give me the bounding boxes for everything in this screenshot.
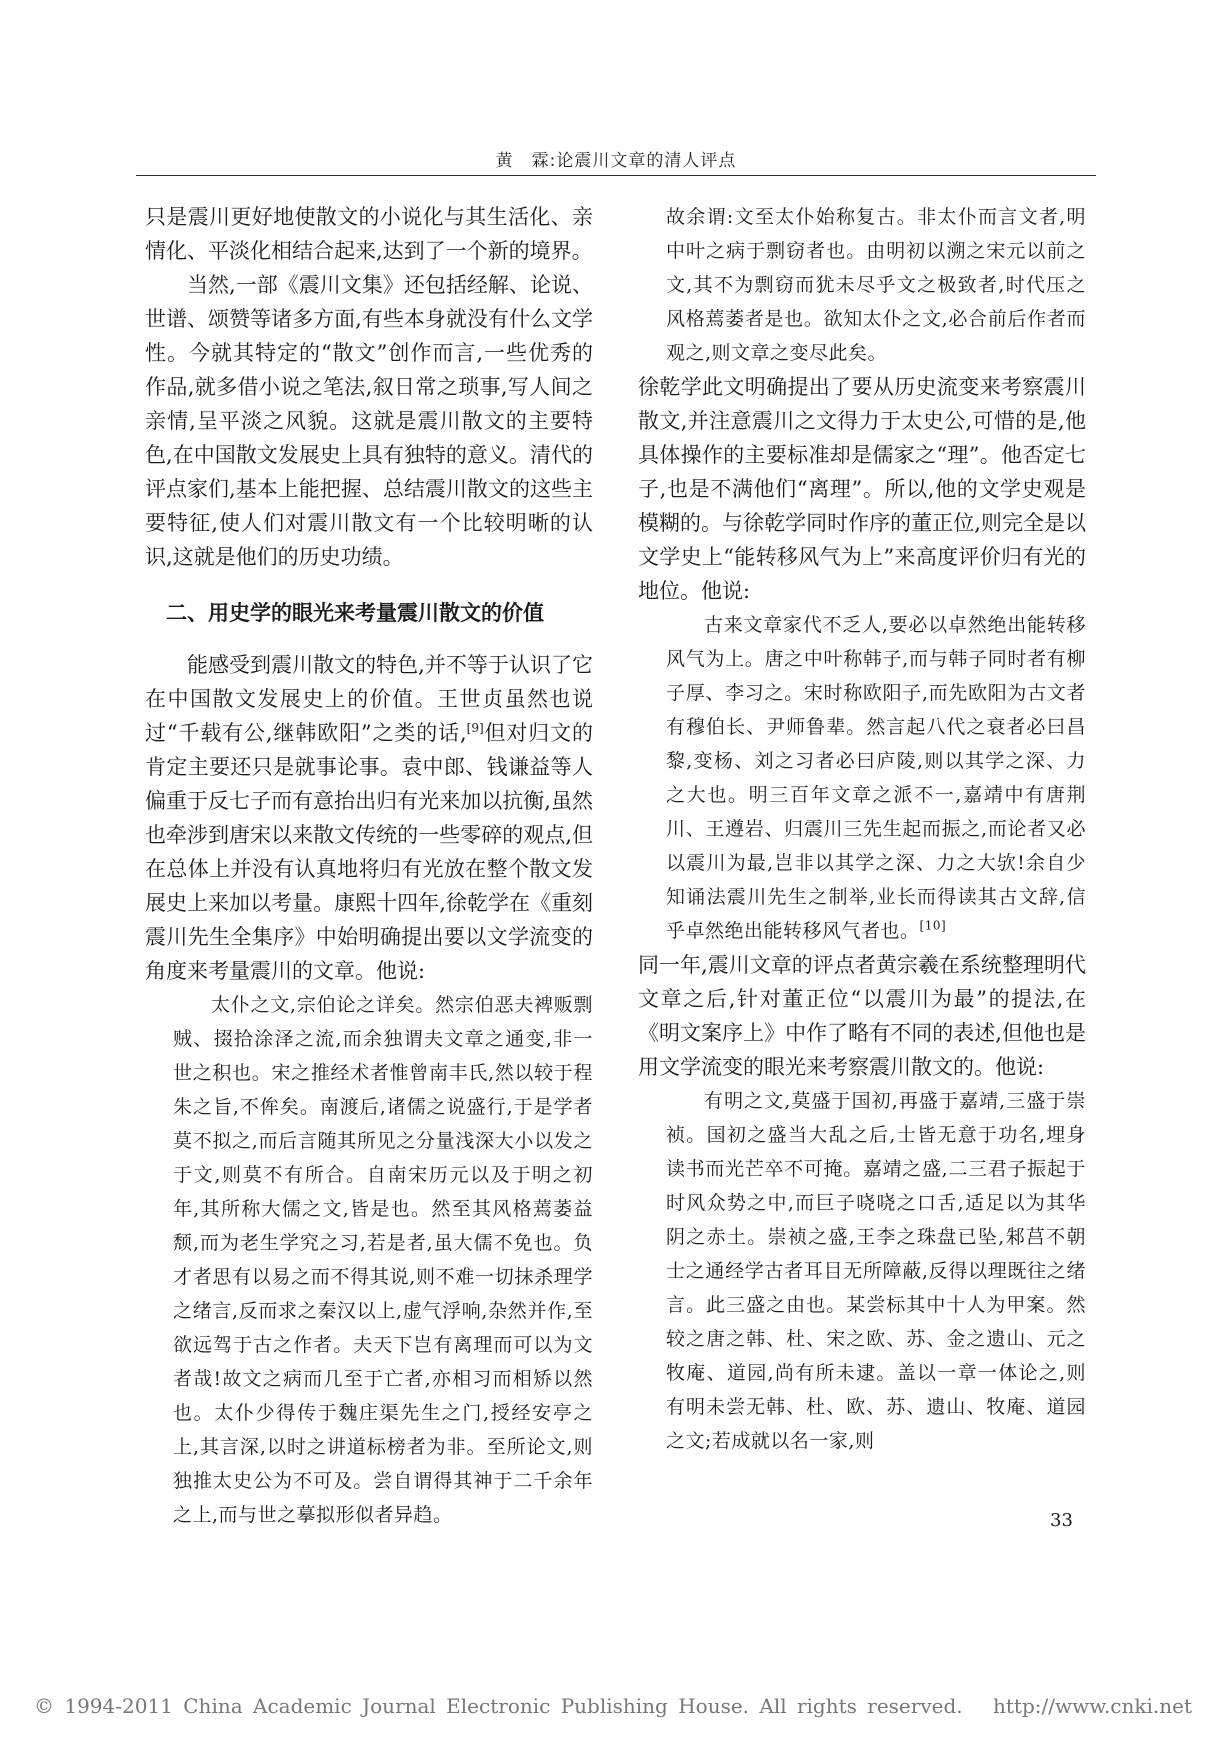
quote-text: 古来文章家代不乏人,要必以卓然绝出能转移风气为上。唐之中叶称韩子,而与韩子同时者有柳子厚、李习之。宋时称欧阳子,而先欧阳为古文者有穆伯长、尹师鲁辈。然言起八代之衰者必曰昌黎,变杨、刘之习者必曰庐陵,则以其学之深、力之大也。明三百年文章之派不一,嘉靖中有唐荆川、王遵岩、归震川三先生起而振之,而论者又必以震川为最,岂非以其学之深、力之大欤!余自少知诵法震川先生之制举,业长而得读其古文辞,信乎卓然绝出能转移风气者也。 <box>666 614 1086 942</box>
paragraph-summary: 当然,一部《震川文集》还包括经解、论说、世谱、颂赞等诸多方面,有些本身就没有什么文学性。今就其特定的“散文”创作而言,一些优秀的作品,就多借小说之笔法,叙日常之琐事,写人间之亲情,呈平淡之风貌。这就是震川散文的主要特色,在中国散文发展史上具有独特的意义。清代的评点家们,基本上能把握、总结震川散文的这些主要特征,使人们对震川散文有一个比较明晰的认识,这就是他们的历史功绩。 <box>145 273 593 569</box>
paragraph-history-view <box>145 648 593 988</box>
paragraph-huang-zongxi: 同一年,震川文章的评点者黄宗羲在系统整理明代文章之后,针对董正位“以震川为最”的提法,在《明文案序上》中作了略有不同的表述,但他也是用文学流变的眼光来考察震川散文的。他说: <box>638 953 1086 1079</box>
block-quote-dong-zhengwei <box>666 608 1086 948</box>
paragraph-text: 但对归文的肯定主要还只是就事论事。袁中郎、钱谦益等人偏重于反七子而有意抬出归有光来加以抗衡,虽然也牵涉到唐宋以来散文传统的一些零碎的观点,但在总体上并没有认真地将归有光放在整个散文发展史上来加以考量。康熙十四年,徐乾学在《重刻震川先生全集序》中始明确提出要以文学流变的角度来考量震川的文章。他说: <box>145 721 593 983</box>
block-quote-xu-qianxue-cont: 故余谓:文至太仆始称复古。非太仆而言文者,明中叶之病于剽窃者也。由明初以溯之宋元以前之文,其不为剽窃而犹未尽乎文之极致者,时代压之风格蔫萎者是也。欲知太仆之文,必合前后作者而观之,则文章之变尽此矣。 <box>666 206 1086 364</box>
citation-ref: [10] <box>919 918 947 933</box>
right-column <box>638 200 1086 1458</box>
section-heading: 二、用史学的眼光来考量震川散文的价值 <box>166 601 544 625</box>
copyright-footer: © 1994-2011 China Academic Journal Electronic Publishing House. All rights reserved. http://www.cnki.net <box>33 1694 1193 1718</box>
paragraph-xu-analysis: 徐乾学此文明确提出了要从历史流变来考察震川散文,并注意震川之文得力于太史公,可惜的是,他具体操作的主要标准却是儒家之“理”。他否定七子,也是不满他们“离理”。所以,他的文学史观是模糊的。与徐乾学同时作序的董正位,则完全是以文学史上“能转移风气为上”来高度评价归有光的地位。他说: <box>638 375 1086 603</box>
block-quote-huang-zongxi: 有明之文,莫盛于国初,再盛于嘉靖,三盛于崇祯。国初之盛当大乱之后,士皆无意于功名,埋身读书而光芒卒不可掩。嘉靖之盛,二三君子振起于时风众势之中,而巨子哓哓之口舌,适足以为其华阴之赤土。崇祯之盛,王李之珠盘已坠,邾莒不朝士之通经学古者耳目无所障蔽,反得以理既往之绪言。此三盛之由也。某尝标其中十人为甲案。然较之唐之韩、杜、宋之欧、苏、金之遗山、元之牧庵、道园,尚有所未逮。盖以一章一体论之,则有明未尝无韩、杜、欧、苏、遗山、牧庵、道园之文;若成就以名一家,则 <box>666 1090 1086 1452</box>
block-quote-xu-qianxue: 太仆之文,宗伯论之详矣。然宗伯恶夫裨贩剽贼、掇拾涂泽之流,而余独谓夫文章之通变,非一世之积也。宋之推经术者惟曾南丰氏,然以较于程朱之旨,不侔矣。南渡后,诸儒之说盛行,于是学者莫不拟之,而后言随其所见之分量浅深大小以发之于文,则莫不有所合。自南宋历元以及于明之初年,其所称大儒之文,皆是也。然至其风格蔫萎益颓,而为老生学究之习,若是者,虽大儒不免也。负才者思有以易之而不得其说,则不难一切抹杀理学之绪言,反而求之秦汉以上,虚气浮响,杂然并作,至欲远驾于古之作者。夫天下岂有离理而可以为文者哉!故文之病而几至于亡者,亦相习而相矫以然也。太仆少得传于魏庄渠先生之门,授经安亭之上,其言深,以时之讲道标榜者为非。至所论文,则独推太史公为不可及。尝自谓得其神于二千余年之上,而与世之摹拟形似者异趋。 <box>173 994 593 1526</box>
header-rule <box>136 175 1096 176</box>
page-number: 33 <box>1050 1510 1073 1531</box>
running-header: 黄 霖:论震川文章的清人评点 <box>495 151 737 171</box>
left-column <box>145 200 593 1532</box>
citation-ref: [9] <box>466 721 484 735</box>
paragraph-text: 能感受到震川散文的特色,并不等于认识了它在中国散文发展史上的价值。王世贞虽然也说过“千载有公,继韩欧阳”之类的话, <box>145 653 593 745</box>
paragraph-continuation: 只是震川更好地使散文的小说化与其生活化、亲情化、平淡化相结合起来,达到了一个新的境界。 <box>145 205 593 263</box>
